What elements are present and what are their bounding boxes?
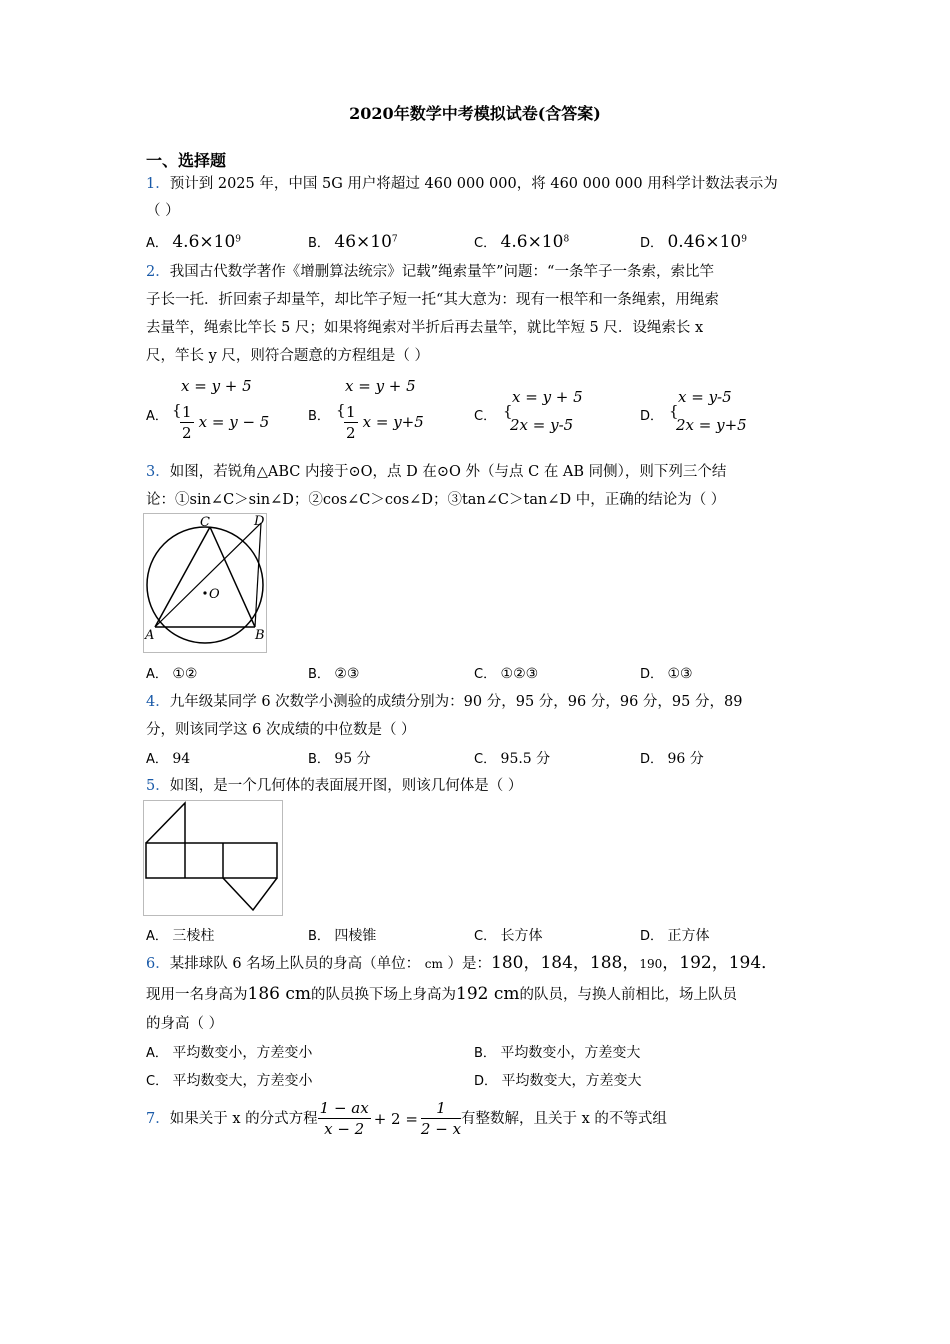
q6-option-c[interactable]: C． 平均数变大，方差变小 [146, 1073, 313, 1089]
q4-option-b[interactable]: B． 95 分 [308, 751, 371, 767]
q4-option-a[interactable]: A． 94 [146, 751, 191, 767]
q1-text: 预计到 2025 年，中国 5G 用户将超过 460 000 000，将 460 000 000 用科学计数法表示为 [169, 176, 778, 192]
q4-line2: 分，则该同学这 6 次成绩的中位数是（ ） [146, 722, 416, 738]
label-a: A [145, 628, 155, 643]
q5-option-b[interactable]: B． 四棱锥 [308, 928, 377, 944]
q1-line2: （ ） [146, 203, 180, 219]
q5-option-a[interactable]: A． 三棱柱 [146, 928, 215, 944]
q2-b-brace: { [336, 401, 346, 419]
label-o: O [209, 587, 220, 602]
q6-line2: 现用一名身高为186 cm的队员换下场上身高为192 cm的队员，与换人前相比，场上队员 [146, 984, 737, 1004]
q2-number: 2． [146, 264, 170, 280]
q1-number: 1． [146, 176, 170, 192]
q2-option-b-label[interactable]: B． [308, 409, 330, 424]
q2-line4: 尺，竿长 y 尺，则符合题意的方程组是（ ） [146, 348, 430, 364]
q3-option-a[interactable]: A． ①② [146, 666, 198, 682]
q2-b-eq1: x = y + 5 [345, 377, 416, 395]
q2-c-eq2: 2x = y-5 [510, 416, 574, 434]
q2-option-a-label[interactable]: A． [146, 409, 168, 424]
q2-line1: 2．我国古代数学著作《增删算法统宗》记载”绳索量竿”问题：“一条竿子一条索，索比竿 [146, 264, 714, 280]
label-b: B [255, 628, 265, 643]
q5-option-d[interactable]: D． 正方体 [640, 928, 710, 944]
q3-line2: 论：①sin∠C＞sin∠D；②cos∠C＞cos∠D；③tan∠C＞tan∠D 中，正确的结论为（ ） [146, 492, 726, 508]
q6-option-b[interactable]: B． 平均数变小，方差变大 [474, 1045, 641, 1061]
q2-option-c-label[interactable]: C． [474, 409, 497, 424]
q6-option-a[interactable]: A． 平均数变小，方差变小 [146, 1045, 313, 1061]
q2-c-brace: { [503, 402, 513, 420]
q6-line1: 6．某排球队 6 名场上队员的身高（单位： cm ）是：180，184，188，190，192，194． [146, 953, 779, 973]
q3-line1: 3．如图，若锐角△ABC 内接于⊙O，点 D 在⊙O 外（与点 C 在 AB 同侧），则下列三个结 [146, 464, 727, 480]
section-heading: 一、选择题 [146, 151, 227, 170]
q7-line1: 7． 如果关于 x 的分式方程 $\frac{1 - ax}{x - 2}$ + 2 = $\frac{1}{2 - x}$ 有整数解，且关于 x 的不等式组 [146, 1099, 667, 1138]
page-title: 2020年数学中考模拟试卷(含答案) [349, 104, 601, 123]
q2-b-eq2: $\frac{1}{2}$ x = y+5 [346, 403, 424, 442]
q2-a-eq2: $\frac{1}{2}$ x = y − 5 [182, 403, 270, 442]
q1-option-c[interactable]: C． $4.6\times 10^8$ [474, 232, 570, 252]
q4-option-d[interactable]: D． 96 分 [640, 751, 704, 767]
q1-option-a[interactable]: A． $4.6\times 10^9$ [146, 232, 242, 252]
q4-line1: 4．九年级某同学 6 次数学小测验的成绩分别为：90 分，95 分，96 分，96 分，95 分，89 [146, 694, 743, 710]
q2-a-eq1: x = y + 5 [181, 377, 252, 395]
q5-number: 5． [146, 778, 170, 794]
q3-option-b[interactable]: B． ②③ [308, 666, 360, 682]
q5-line1: 5．如图，是一个几何体的表面展开图，则该几何体是（ ） [146, 778, 523, 794]
q6-line3: 的身高（ ） [146, 1016, 224, 1032]
q2-c-eq1: x = y + 5 [512, 388, 583, 406]
q3-option-d[interactable]: D． ①③ [640, 666, 693, 682]
label-d: D [254, 514, 265, 529]
q2-line2: 子长一托．折回索子却量竿，却比竿子短一托“其大意为：现有一根竿和一条绳索，用绳索 [146, 292, 719, 308]
q7-fraction-1: $\frac{1 - ax}{x - 2}$ [319, 1099, 369, 1138]
q4-option-c[interactable]: C． 95.5 分 [474, 751, 551, 767]
q3-option-c[interactable]: C． ①②③ [474, 666, 539, 682]
q2-d-eq2: 2x = y+5 [676, 416, 747, 434]
q2-d-eq1: x = y-5 [678, 388, 732, 406]
q1-option-b[interactable]: B． $46\times 10^7$ [308, 232, 398, 252]
q1-line1 [146, 174, 778, 194]
net-figure [143, 800, 283, 916]
circle-triangle-figure [143, 513, 267, 653]
q2-d-brace: { [669, 402, 679, 420]
q3-number: 3． [146, 464, 170, 480]
q2-a-brace: { [172, 401, 182, 419]
q1-option-d[interactable]: D． $0.46\times 10^9$ [640, 232, 747, 252]
label-c: C [200, 515, 210, 530]
q6-number: 6． [146, 956, 170, 972]
q4-number: 4． [146, 694, 170, 710]
q7-number: 7． [146, 1110, 170, 1127]
q7-fraction-2: $\frac{1}{2 - x}$ [420, 1099, 462, 1138]
q2-line3: 去量竿，绳索比竿长 5 尺；如果将绳索对半折后再去量竿，就比竿短 5 尺．设绳索长 x [146, 320, 704, 336]
q5-option-c[interactable]: C． 长方体 [474, 928, 543, 944]
q2-option-d-label[interactable]: D． [640, 409, 664, 424]
q6-option-d[interactable]: D． 平均数变大，方差变大 [474, 1073, 642, 1089]
